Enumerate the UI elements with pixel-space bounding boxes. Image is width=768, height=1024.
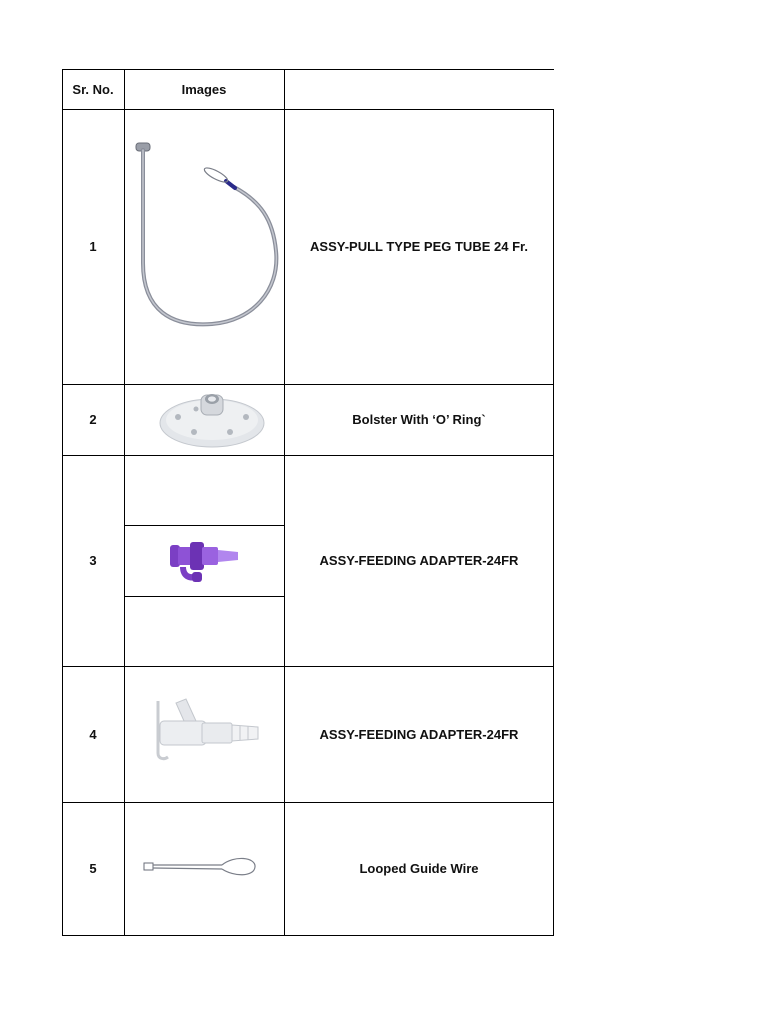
product-table bbox=[62, 69, 554, 936]
row-5-sr-no: 5 bbox=[89, 861, 97, 876]
clear-adapter-image bbox=[154, 697, 262, 763]
header-sr-no: Sr. No. bbox=[72, 81, 114, 97]
row-4-description: ASSY-FEEDING ADAPTER-24FR bbox=[319, 726, 519, 742]
guide-wire-image bbox=[142, 853, 260, 883]
row-1-sr-no: 1 bbox=[89, 239, 97, 254]
row-1-description: ASSY-PULL TYPE PEG TUBE 24 Fr. bbox=[310, 239, 528, 254]
row-4-sr-no: 4 bbox=[89, 726, 97, 742]
peg-tube-image bbox=[132, 141, 282, 331]
header-description bbox=[284, 69, 554, 109]
subcell-divider bbox=[124, 525, 284, 526]
bolster-image bbox=[156, 387, 268, 451]
row-2-sr-no: 2 bbox=[89, 412, 97, 427]
column-divider bbox=[124, 69, 125, 936]
row-3-sr-no: 3 bbox=[89, 553, 97, 568]
row-5-description: Looped Guide Wire bbox=[359, 861, 479, 876]
header-images: Images bbox=[181, 81, 227, 97]
row-2-description: Bolster With ‘O’ Ring` bbox=[352, 412, 486, 427]
subcell-divider bbox=[124, 596, 284, 597]
purple-adapter-image bbox=[168, 539, 242, 587]
table-border-bottom bbox=[62, 935, 554, 936]
row-3-description: ASSY-FEEDING ADAPTER-24FR bbox=[319, 553, 519, 568]
